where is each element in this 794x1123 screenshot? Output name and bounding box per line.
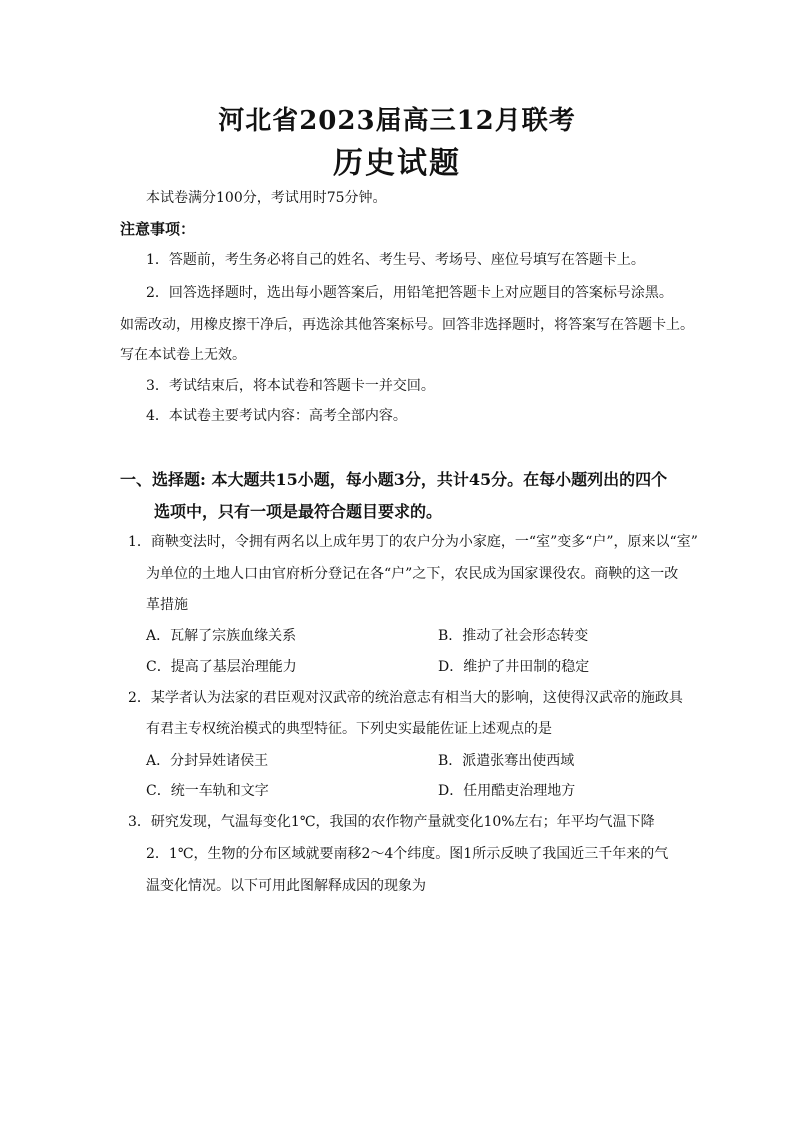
question-2-line-1: 2．某学者认为法家的君臣观对汉武帝的统治意志有相当大的影响，这使得汉武帝的施政具 xyxy=(128,690,683,706)
question-1-option-b: B．推动了社会形态转变 xyxy=(438,628,589,644)
question-3-line-3: 温变化情况。以下可用此图解释成因的现象为 xyxy=(146,878,426,894)
exam-title: 河北省2023届高三12月联考 xyxy=(218,106,576,136)
question-3-line-1: 3．研究发现，气温每变化1℃，我国的农作物产量就变化10%左右；年平均气温下降 xyxy=(128,814,655,830)
exam-intro: 本试卷满分100分，考试用时75分钟。 xyxy=(146,190,387,206)
question-1-line-2: 为单位的土地人口由官府析分登记在各“户”之下，农民成为国家课役农。商鞅的这一改 xyxy=(146,566,679,582)
notes-item-1: 1．答题前，考生务必将自己的姓名、考生号、考场号、座位号填写在答题卡上。 xyxy=(146,252,645,268)
notes-heading: 注意事项： xyxy=(120,220,196,238)
question-2-option-c: C．统一车轨和文字 xyxy=(146,783,269,799)
section-1-heading-line-1: 一、选择题: 本大题共15小题，每小题3分，共计45分。在每小题列出的四个 xyxy=(120,470,668,489)
question-1-option-d: D．维护了井田制的稳定 xyxy=(438,659,590,675)
question-1-line-1: 1．商鞅变法时，令拥有两名以上成年男丁的农户分为小家庭，一“室”变多“户”，原来以“室” xyxy=(128,534,698,550)
notes-item-2-line-1: 2．回答选择题时，选出每小题答案后，用铅笔把答题卡上对应题目的答案标号涂黑。 xyxy=(146,285,673,301)
notes-item-3: 3．考试结束后，将本试卷和答题卡一并交回。 xyxy=(146,378,435,394)
notes-item-2-line-3: 写在本试卷上无效。 xyxy=(120,347,246,363)
question-1-option-a: A．瓦解了宗族血缘关系 xyxy=(146,628,297,644)
question-3-line-2: 2．1℃，生物的分布区域就要南移2～4个纬度。图1所示反映了我国近三千年来的气 xyxy=(146,846,669,862)
notes-item-4: 4．本试卷主要考试内容：高考全部内容。 xyxy=(146,408,407,424)
question-1-option-c: C．提高了基层治理能力 xyxy=(146,659,297,675)
notes-item-2-line-2: 如需改动，用橡皮擦干净后，再选涂其他答案标号。回答非选择题时，将答案写在答题卡上。 xyxy=(120,317,694,333)
question-2-line-2: 有君主专权统治模式的典型特征。下列史实最能佐证上述观点的是 xyxy=(146,721,552,737)
exam-subject: 历史试题 xyxy=(333,146,461,181)
section-1-heading-line-2: 选项中，只有一项是最符合题目要求的。 xyxy=(154,502,443,521)
question-1-line-3: 革措施 xyxy=(146,597,188,613)
question-2-option-d: D．任用酷吏治理地方 xyxy=(438,783,576,799)
question-2-option-a: A．分封异姓诸侯王 xyxy=(146,753,269,769)
question-2-option-b: B．派遣张骞出使西域 xyxy=(438,753,575,769)
